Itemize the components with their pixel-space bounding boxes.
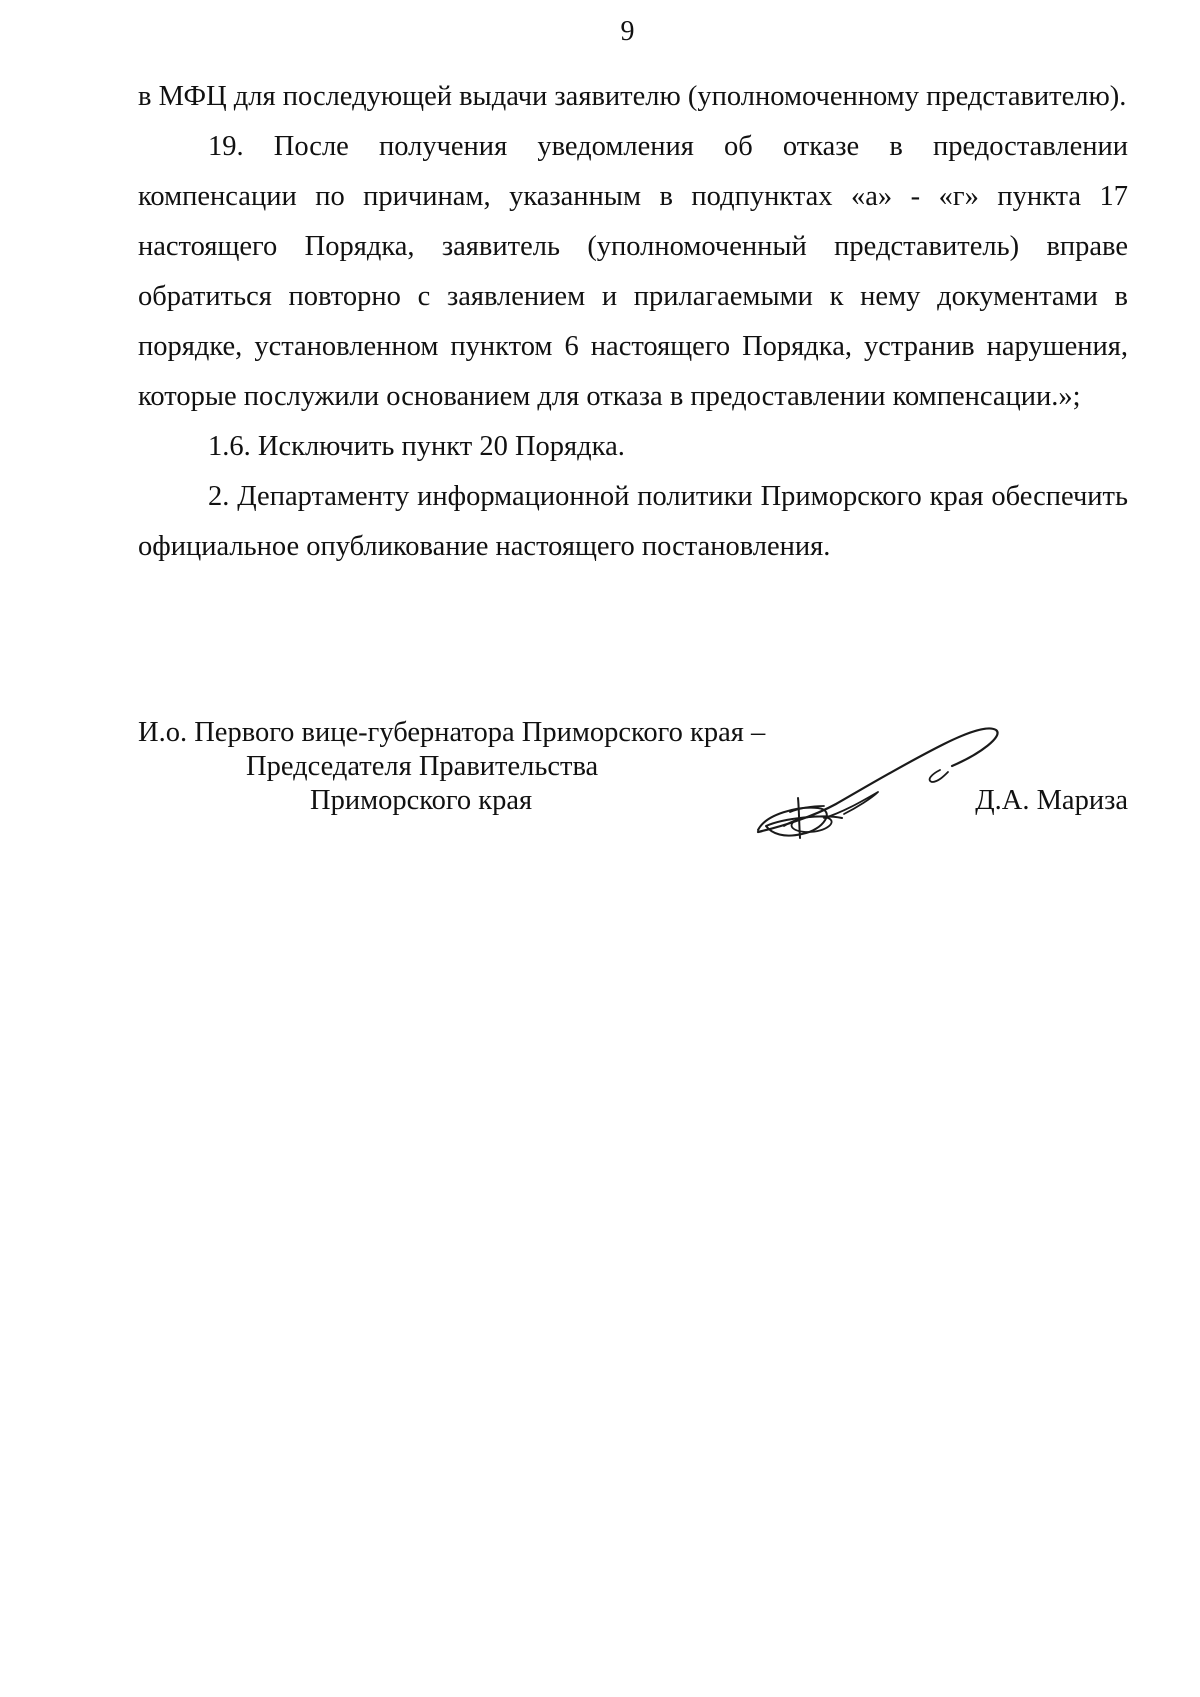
paragraph-item-2: 2. Департаменту информационной политики Приморского края обеспечить официальное опубликование настоящего постановления. bbox=[138, 481, 1128, 562]
document-body bbox=[138, 72, 1128, 572]
signature-stroke-hook bbox=[930, 770, 948, 782]
signature-stroke-vertical bbox=[798, 798, 800, 838]
paragraph-item-19: 19. После получения уведомления об отказе в предоставлении компенсации по причинам, указанным в подпунктах «а» - «г» пункта 17 настоящего Порядка, заявитель (уполномоченный представитель) вправе обратиться повторно с заявлением и прилагаемыми к нему документами в порядке, установленном пунктом 6 настоящего Порядка, устранив нарушения, которые послужили основанием для отказа в предоставлении компенсации.»; bbox=[138, 131, 1128, 412]
signature-stroke-main bbox=[758, 728, 998, 832]
page-number: 9 bbox=[620, 16, 635, 47]
signer-position-line-2: Председателя Правительства bbox=[246, 751, 599, 782]
signer-position-line-1: И.о. Первого вице-губернатора Приморского края – bbox=[138, 717, 766, 748]
handwritten-signature bbox=[744, 722, 1014, 842]
signer-position-line-3: Приморского края bbox=[310, 785, 533, 816]
paragraph-continuation: в МФЦ для последующей выдачи заявителю (уполномоченному представителю). bbox=[138, 81, 1127, 112]
paragraph-item-1-6: 1.6. Исключить пункт 20 Порядка. bbox=[208, 431, 625, 462]
signer-name: Д.А. Мариза bbox=[975, 785, 1128, 816]
